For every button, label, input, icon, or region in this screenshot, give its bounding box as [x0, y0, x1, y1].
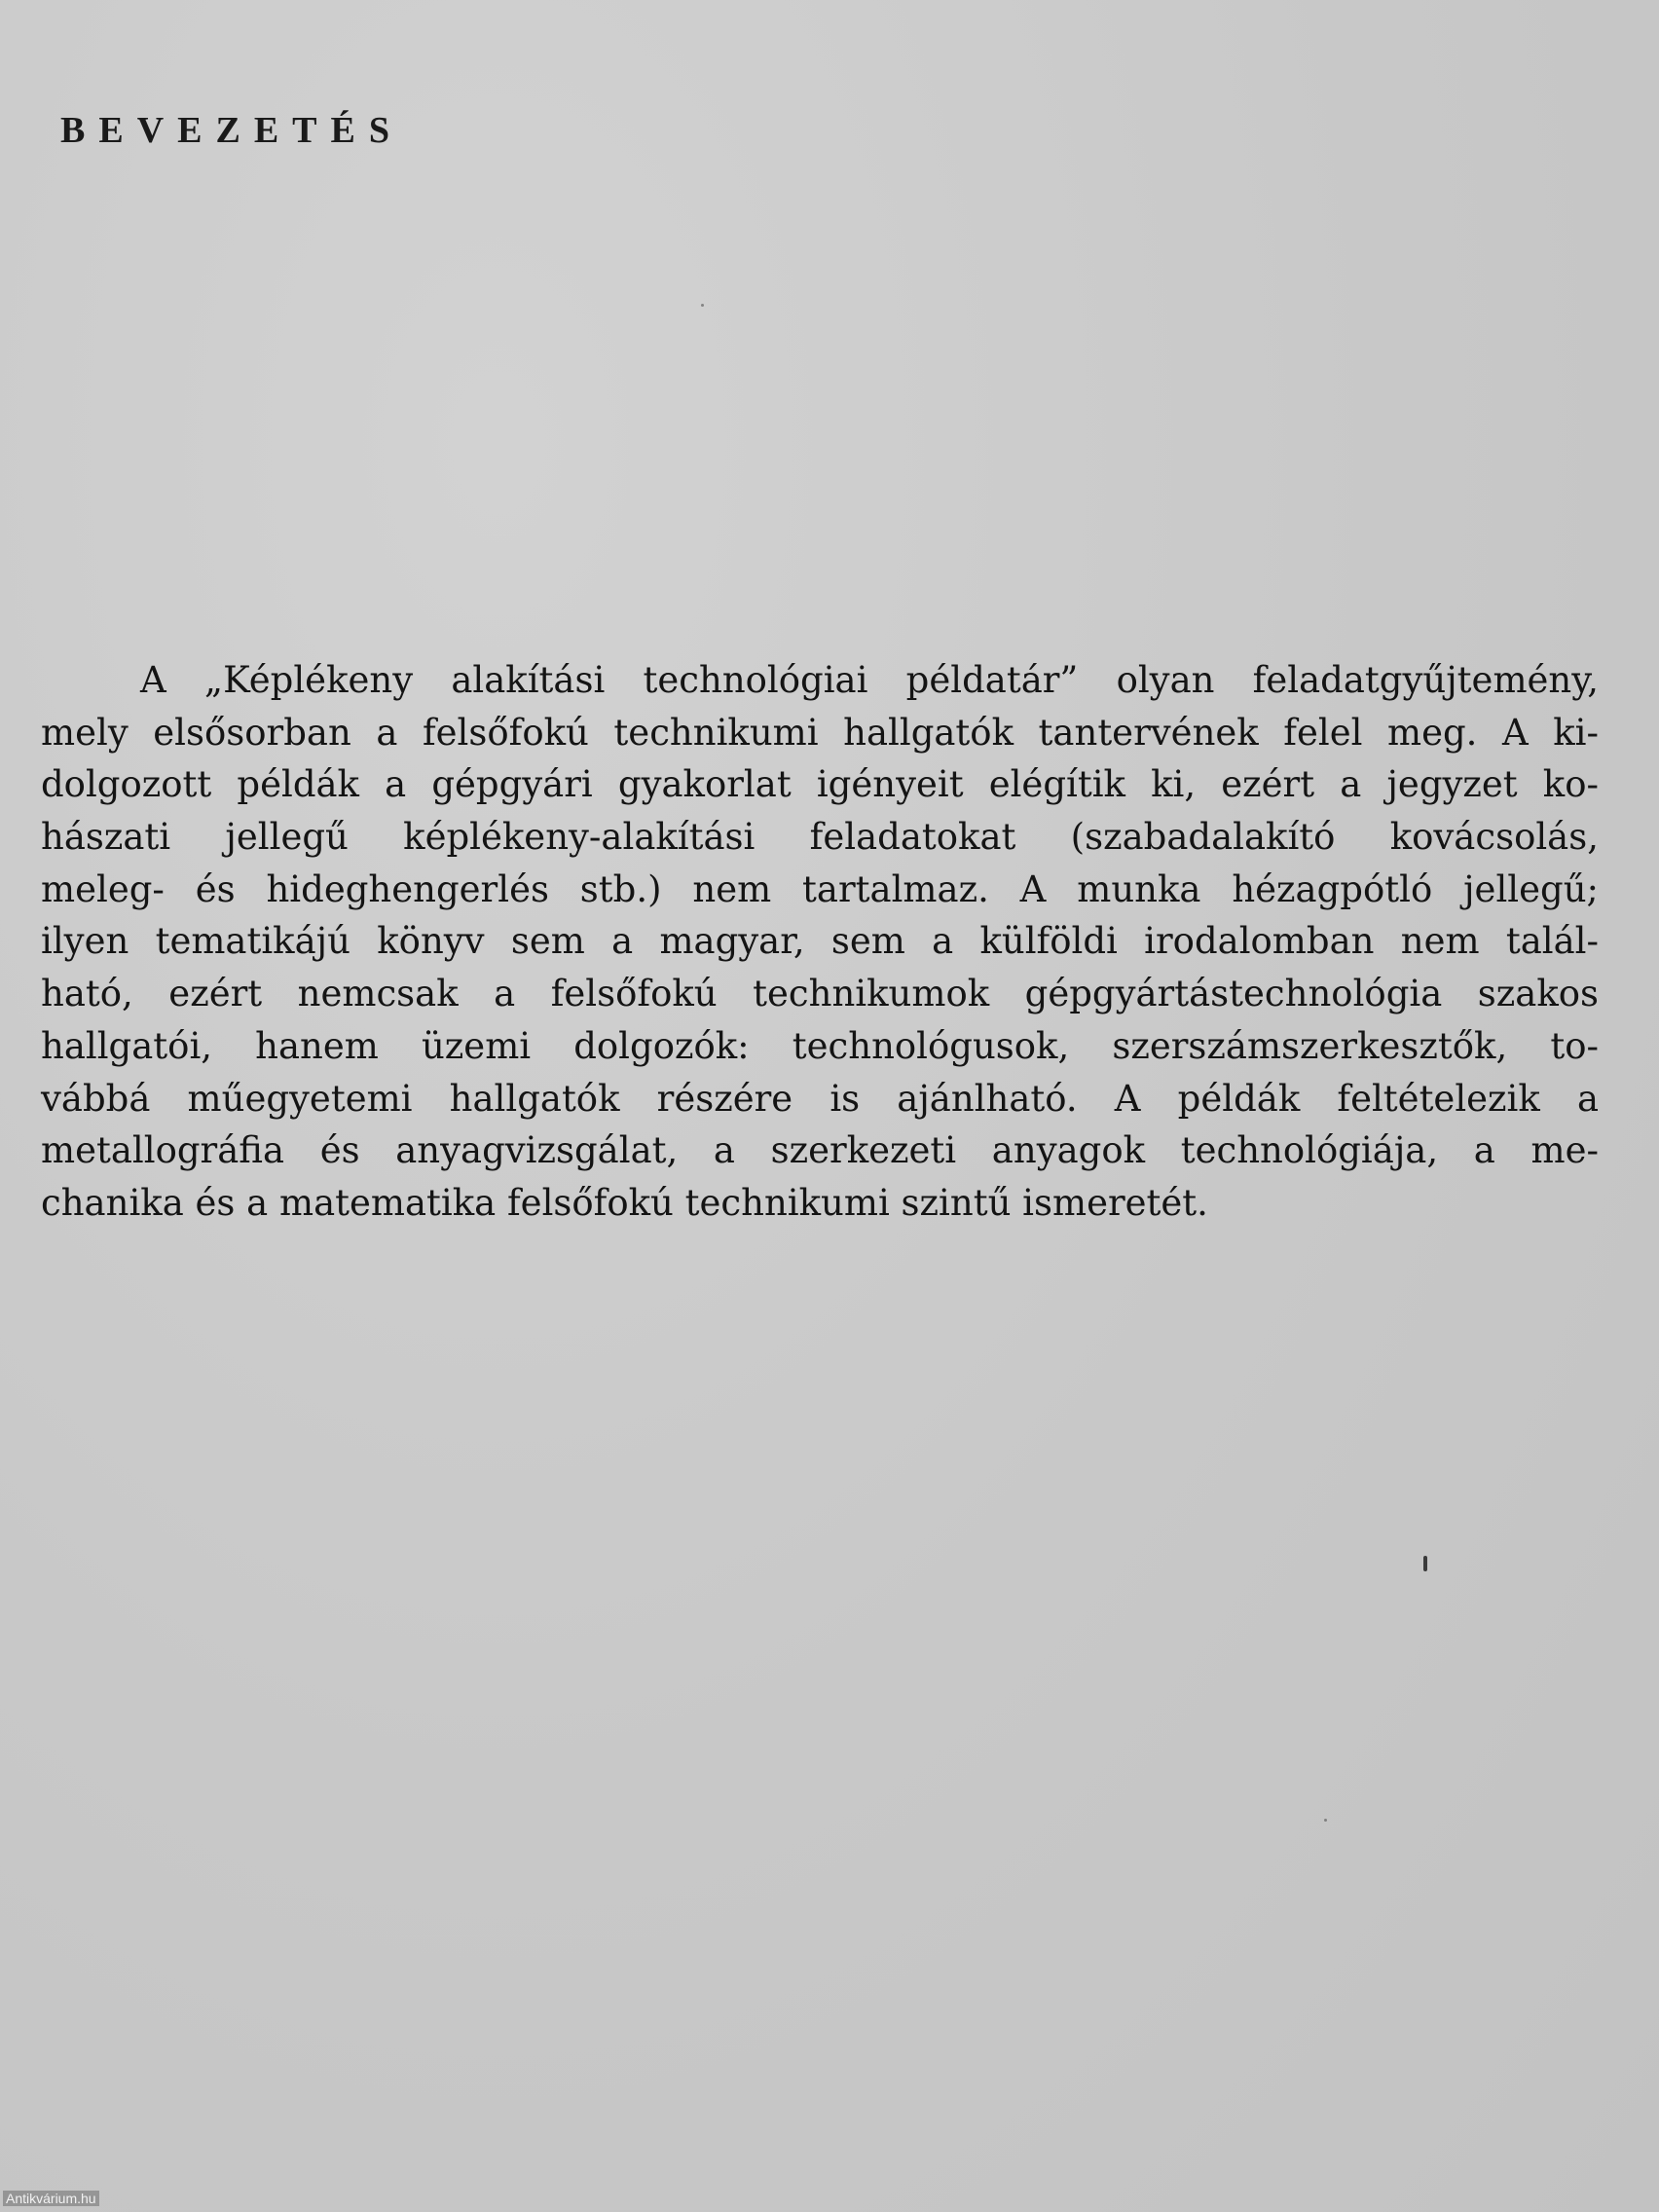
paper-speck [1423, 1556, 1427, 1571]
introduction-paragraph [41, 654, 1599, 1230]
paragraph-line: A „Képlékeny alakítási technológiai példatár” olyan feladatgyűjtemény, [140, 659, 1599, 701]
paragraph-line: chanika és a matematika felsőfokú technikumi szintű ismeretét. [41, 1181, 1208, 1224]
watermark: Antikvárium.hu [3, 2191, 99, 2206]
paragraph-line: meleg- és hideghengerlés stb.) nem tartalmaz. A munka hézagpótló jellegű; [41, 867, 1599, 910]
paragraph-line: ilyen tematikájú könyv sem a magyar, sem a külföldi irodalomban nem talál- [41, 920, 1599, 963]
paragraph-line: mely elsősorban a felsőfokú technikumi hallgatók tantervének felel meg. A ki- [41, 711, 1599, 754]
paragraph-line: dolgozott példák a gépgyári gyakorlat igényeit elégítik ki, ezért a jegyzet ko- [41, 763, 1599, 806]
paragraph-line: vábbá műegyetemi hallgatók részére is ajánlható. A példák feltételezik a [41, 1077, 1599, 1120]
page-heading: BEVEZETÉS [60, 110, 403, 151]
paragraph-line: hászati jellegű képlékeny-alakítási feladatokat (szabadalakító kovácsolás, [41, 816, 1599, 859]
paper-speck [1324, 1819, 1327, 1822]
paragraph-line: ható, ezért nemcsak a felsőfokú technikumok gépgyártástechnológia szakos [41, 973, 1599, 1015]
paper-speck [701, 304, 704, 307]
paragraph-line: metallográfia és anyagvizsgálat, a szerkezeti anyagok technológiája, a me- [41, 1129, 1599, 1172]
paragraph-line: hallgatói, hanem üzemi dolgozók: technológusok, szerszámszerkesztők, to- [41, 1024, 1599, 1067]
